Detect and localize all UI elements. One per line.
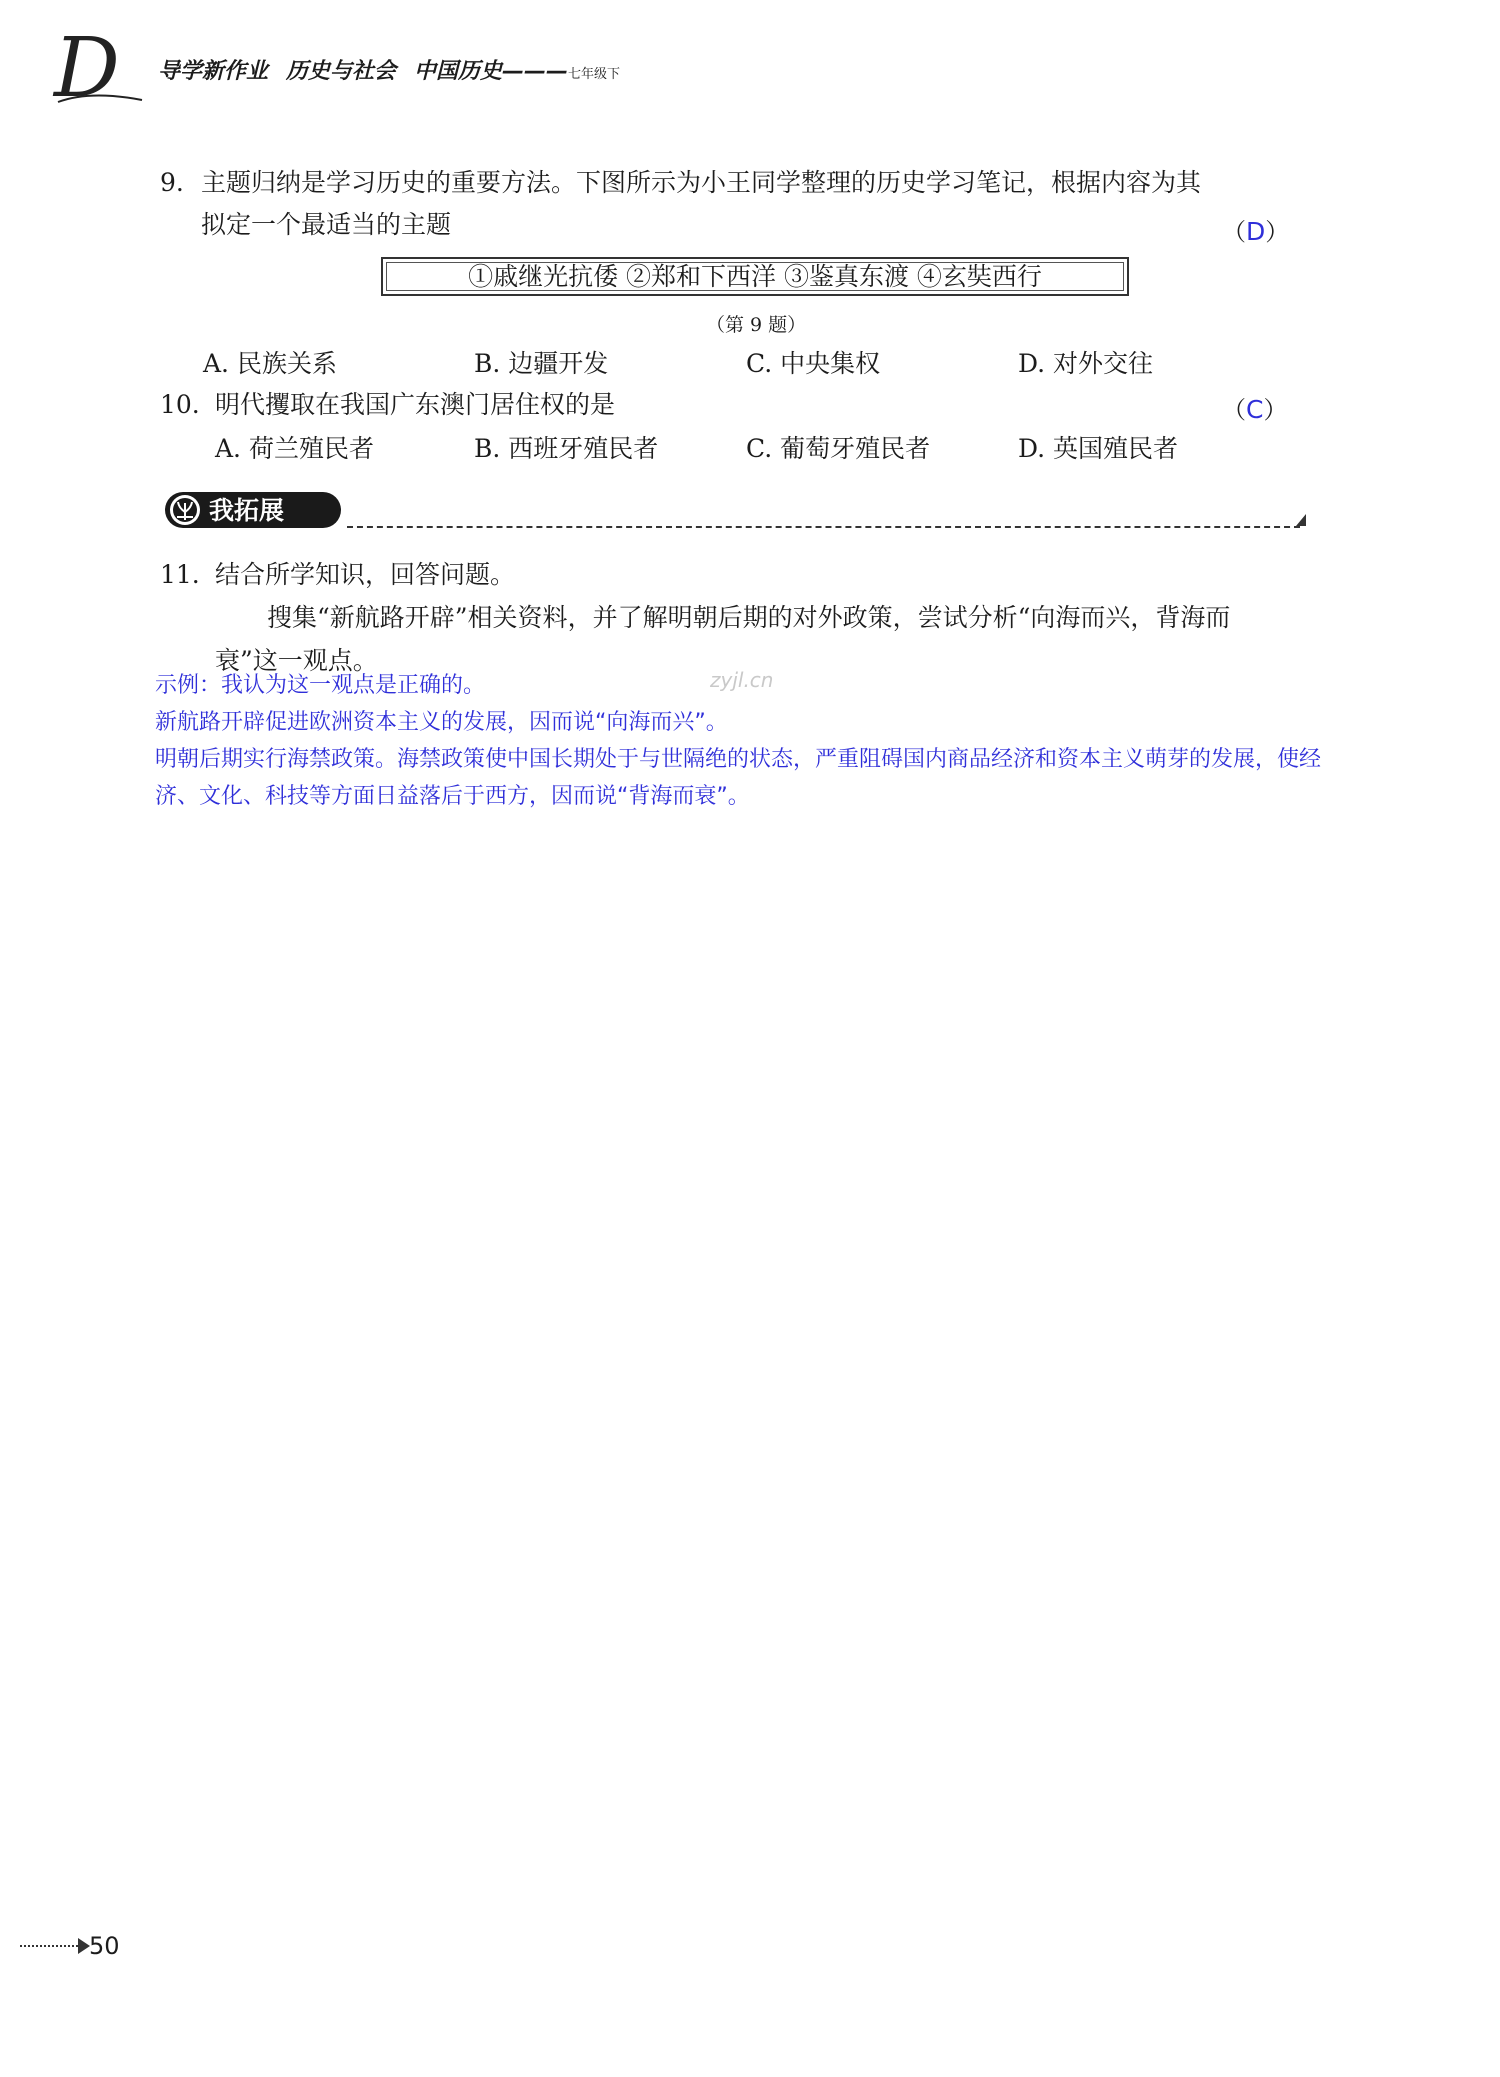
divider-end-mark-icon [1296,514,1306,526]
q9-text-line1: 主题归纳是学习历史的重要方法。下图所示为小王同学整理的历史学习笔记，根据内容为其 [201,168,1202,197]
q10-text: 明代攫取在我国广东澳门居住权的是 [215,390,616,419]
page-arrow-line [20,1945,82,1947]
svg-text:D: D [54,30,120,110]
series-title: 导学新作业 [158,59,269,84]
q9-number: 9. [160,168,184,197]
answer-line-2: 新航路开辟促进欧洲资本主义的发展，因而说“向海而兴”。 [155,710,728,735]
q10-option-a: A. 荷兰殖民者 [215,434,374,463]
q11-text: 结合所学知识，回答问题。 [215,560,516,589]
section-title: 我拓展 [209,496,285,525]
grade-label: 七年级下 [568,67,621,82]
answer-line-3: 明朝后期实行海禁政策。海禁政策使中国长期处于与世隔绝的状态，严重阻碍国内商品经济和资本主义萌芽的发展，使经 [155,747,1322,772]
q9-option-d: D. 对外交往 [1018,349,1154,378]
header-dash: ——— [502,59,569,84]
answer-line-1: 示例：我认为这一观点是正确的。 [155,673,486,698]
q9-answer: D [1246,217,1266,246]
q9-option-c: C. 中央集权 [746,349,881,378]
q10-option-b: B. 西班牙殖民者 [474,434,659,463]
q9-notes-box: ①戚继光抗倭 ②郑和下西洋 ③鉴真东渡 ④玄奘西行 [381,257,1129,296]
q9-text-line2: 拟定一个最适当的主题 [201,210,452,239]
page-number: 50 [89,1932,120,1960]
section-banner [163,490,343,530]
book-title: 中国历史 [414,59,503,84]
q10-option-d: D. 英国殖民者 [1018,434,1179,463]
logo-d-icon [50,30,150,110]
q10-answer: C [1246,395,1264,424]
q9-option-a: A. 民族关系 [203,349,337,378]
running-header [158,54,620,85]
watermark: zyjl.cn [710,668,774,692]
q9-answer-paren: （D） [1222,217,1290,246]
q10-option-c: C. 葡萄牙殖民者 [746,434,931,463]
q10-number: 10. [160,390,200,419]
q11-paragraph-line2: 衰”这一观点。 [215,646,378,675]
q11-number: 11. [160,560,200,589]
section-divider [347,526,1300,528]
subject-title: 历史与社会 [286,59,397,84]
q9-caption: （第 9 题） [706,314,807,336]
answer-line-4: 济、文化、科技等方面日益落后于西方，因而说“背海而衰”。 [155,784,750,809]
q10-answer-paren: （C） [1222,395,1288,424]
q9-option-b: B. 边疆开发 [474,349,609,378]
q11-paragraph-line1: 搜集“新航路开辟”相关资料，并了解明朝后期的对外政策，尝试分析“向海而兴，背海而 [267,603,1231,632]
